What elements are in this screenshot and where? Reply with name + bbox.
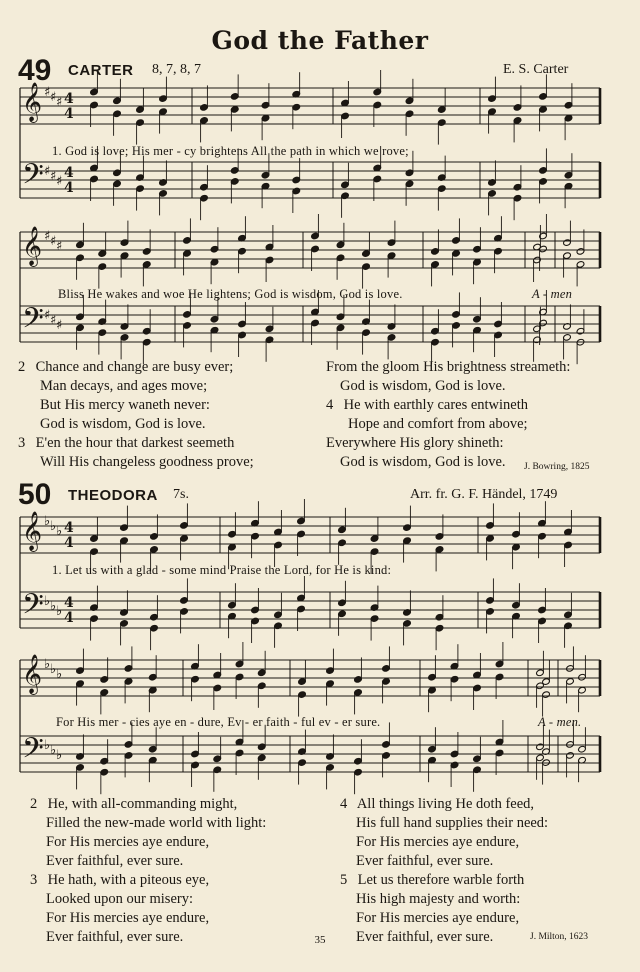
key-signature: ♯ bbox=[50, 169, 57, 184]
time-signature: 4 bbox=[64, 535, 74, 551]
key-signature: ♯ bbox=[44, 308, 51, 323]
clef-symbol: 𝄢 bbox=[22, 158, 44, 198]
author-credit: J. Bowring, 1825 bbox=[524, 462, 590, 472]
verse-block bbox=[326, 358, 570, 472]
verse-line: Everywhere His glory shineth: bbox=[326, 435, 504, 451]
verse-line: Let us therefore warble forth bbox=[357, 872, 525, 888]
key-signature: ♯ bbox=[44, 229, 51, 244]
key-signature: ♭ bbox=[44, 657, 51, 672]
key-signature: ♭ bbox=[50, 743, 57, 758]
time-signature: 4 bbox=[64, 520, 74, 536]
verse-line: Ever faithful, ever sure. bbox=[356, 853, 494, 869]
lyric-line: 1. Let us with a glad - some mind Praise the Lord, for He is kind: bbox=[52, 563, 392, 577]
verse-line: Ever faithful, ever sure. bbox=[356, 929, 494, 945]
key-signature: ♭ bbox=[44, 594, 51, 609]
time-signature: 4 bbox=[64, 106, 74, 122]
verse-line: From the gloom His brightness streameth: bbox=[326, 359, 571, 375]
key-signature: ♯ bbox=[50, 90, 57, 105]
meter: 7s. bbox=[173, 487, 189, 502]
key-signature: ♭ bbox=[56, 604, 63, 619]
verse-line: Looked upon our misery: bbox=[46, 891, 193, 907]
hymn-number: 50 bbox=[18, 478, 52, 511]
key-signature: ♯ bbox=[44, 85, 51, 100]
key-signature: ♭ bbox=[56, 524, 63, 539]
key-signature: ♭ bbox=[50, 599, 57, 614]
verse-block bbox=[30, 795, 266, 947]
time-signature: 4 bbox=[64, 180, 74, 196]
verse-line: For His mercies aye endure, bbox=[46, 910, 210, 926]
author-credit: J. Milton, 1623 bbox=[530, 932, 589, 942]
verse-number: 2 bbox=[30, 796, 38, 812]
verse-block bbox=[340, 795, 548, 947]
verse-number: 4 bbox=[340, 796, 348, 812]
key-signature: ♯ bbox=[56, 239, 63, 254]
verse-line: Ever faithful, ever sure. bbox=[46, 929, 184, 945]
key-signature: ♯ bbox=[56, 95, 63, 110]
verse-number: 4 bbox=[326, 397, 334, 413]
tune-name: THEODORA bbox=[68, 487, 158, 504]
meter: 8, 7, 8, 7 bbox=[152, 62, 201, 77]
clef-symbol: 𝄞 bbox=[22, 511, 43, 551]
key-signature: ♯ bbox=[50, 313, 57, 328]
verse-line: He with earthly cares entwineth bbox=[343, 397, 529, 413]
key-signature: ♭ bbox=[50, 662, 57, 677]
key-signature: ♭ bbox=[44, 514, 51, 529]
verse-line: Chance and change are busy ever; bbox=[35, 359, 234, 375]
verse-line: God is wisdom, God is love. bbox=[340, 454, 506, 470]
verse-line: Ever faithful, ever sure. bbox=[46, 853, 184, 869]
amen-label: A - men bbox=[532, 287, 573, 301]
verse-block bbox=[18, 358, 254, 472]
key-signature: ♯ bbox=[56, 174, 63, 189]
key-signature: ♭ bbox=[44, 738, 51, 753]
verse-line: God is wisdom, God is love. bbox=[340, 378, 506, 394]
verse-line: Man decays, and ages move; bbox=[40, 378, 208, 394]
verse-line: Hope and comfort from above; bbox=[348, 416, 528, 432]
key-signature: ♭ bbox=[50, 519, 57, 534]
lyric-line: For His mer - cies aye en - dure, Ev - er faith - ful ev - er sure. bbox=[56, 715, 381, 729]
page-number: 35 bbox=[314, 934, 326, 946]
composer: Arr. fr. G. F. Händel, 1749 bbox=[410, 487, 558, 502]
time-signature: 4 bbox=[64, 610, 74, 626]
time-signature: 4 bbox=[64, 165, 74, 181]
key-signature: ♭ bbox=[56, 667, 63, 682]
lyric-line: Bliss He wakes and woe He lightens; God is wisdom, God is love. bbox=[58, 287, 403, 301]
key-signature: ♯ bbox=[44, 164, 51, 179]
key-signature: ♯ bbox=[56, 318, 63, 333]
verse-number: 3 bbox=[18, 435, 26, 451]
verse-number: 2 bbox=[18, 359, 26, 375]
verse-line: He, with all-commanding might, bbox=[47, 796, 238, 812]
clef-symbol: 𝄢 bbox=[22, 302, 44, 342]
verse-number: 5 bbox=[340, 872, 348, 888]
verse-line: But His mercy waneth never: bbox=[40, 397, 210, 413]
clef-symbol: 𝄞 bbox=[22, 82, 43, 122]
verse-number: 3 bbox=[30, 872, 38, 888]
composer: E. S. Carter bbox=[503, 62, 569, 77]
clef-symbol: 𝄢 bbox=[22, 588, 44, 628]
hymn-number: 49 bbox=[18, 54, 52, 87]
page-title: God the Father bbox=[211, 26, 429, 55]
verse-line: For His mercies aye endure, bbox=[356, 910, 520, 926]
key-signature: ♯ bbox=[50, 234, 57, 249]
verse-line: His full hand supplies their need: bbox=[356, 815, 549, 831]
amen-label: A - men. bbox=[538, 715, 582, 729]
verse-line: E'en the hour that darkest seemeth bbox=[35, 435, 235, 451]
key-signature: ♭ bbox=[56, 748, 63, 763]
tune-name: CARTER bbox=[68, 62, 134, 79]
verse-line: Will His changeless goodness prove; bbox=[40, 454, 254, 470]
clef-symbol: 𝄢 bbox=[22, 732, 44, 772]
time-signature: 4 bbox=[64, 595, 74, 611]
verse-line: For His mercies aye endure, bbox=[46, 834, 210, 850]
clef-symbol: 𝄞 bbox=[22, 654, 43, 694]
lyric-line: 1. God is love; His mer - cy brightens All the path in which we rove; bbox=[52, 144, 409, 158]
verse-line: All things living He doth feed, bbox=[356, 796, 535, 812]
verse-line: For His mercies aye endure, bbox=[356, 834, 520, 850]
clef-symbol: 𝄞 bbox=[22, 226, 43, 266]
verse-line: Filled the new-made world with light: bbox=[46, 815, 267, 831]
verse-line: His high majesty and worth: bbox=[356, 891, 521, 907]
verse-line: God is wisdom, God is love. bbox=[40, 416, 206, 432]
time-signature: 4 bbox=[64, 91, 74, 107]
verse-line: He hath, with a piteous eye, bbox=[47, 872, 210, 888]
